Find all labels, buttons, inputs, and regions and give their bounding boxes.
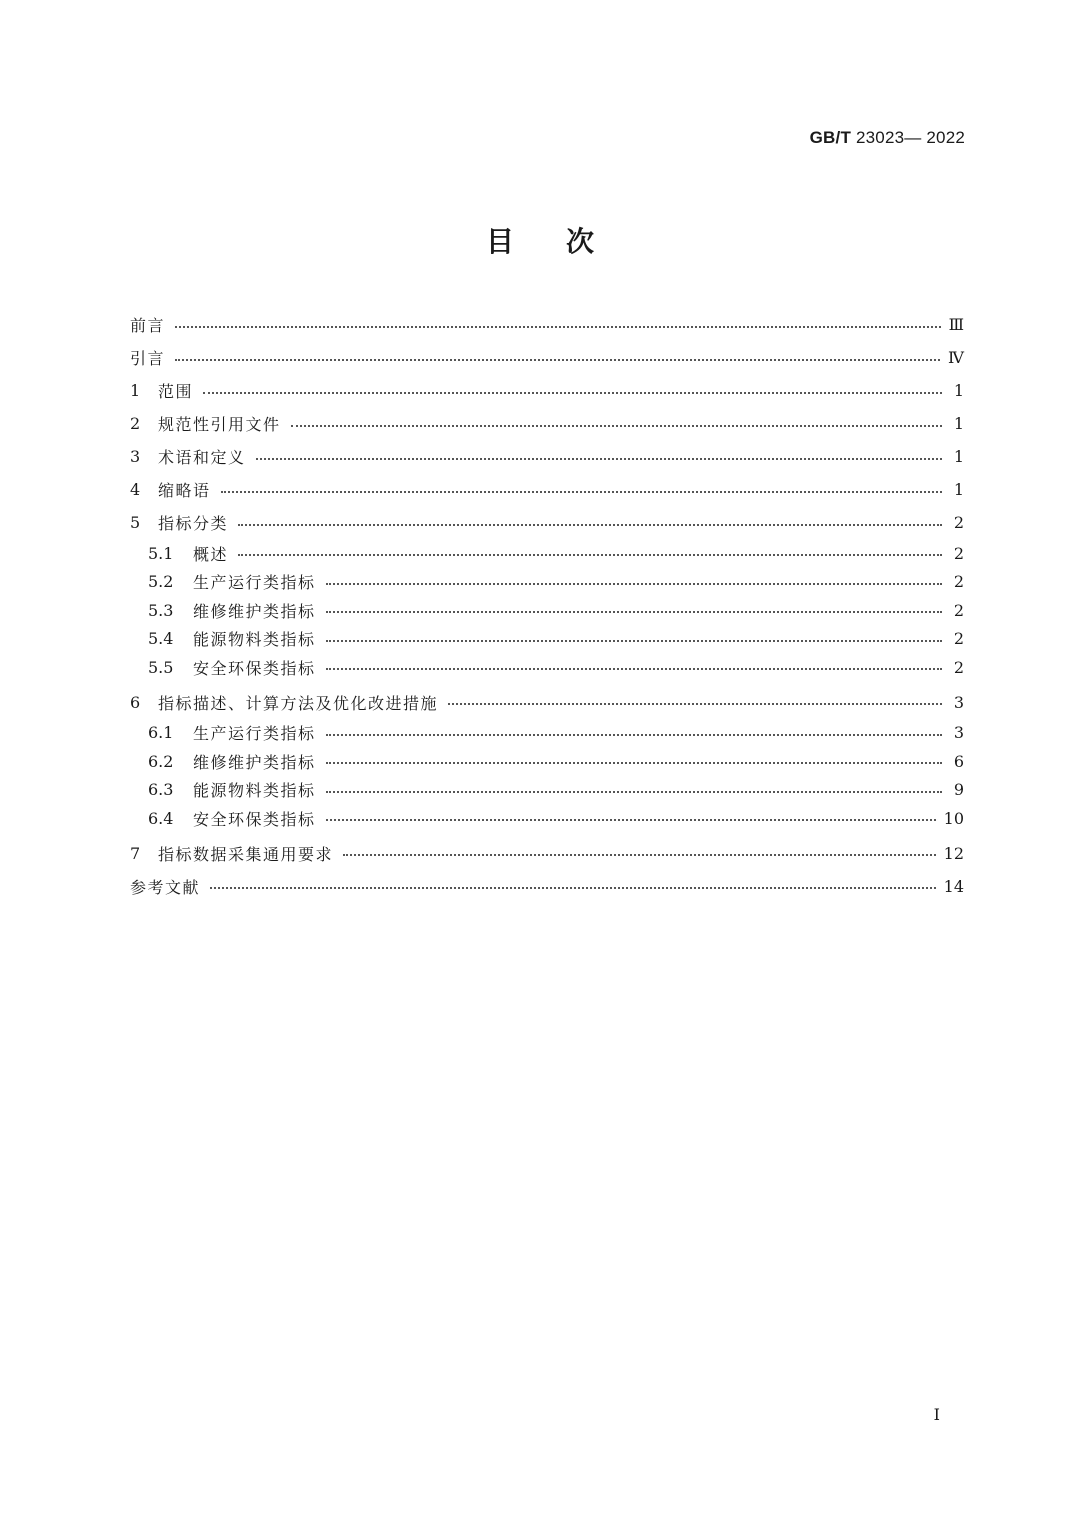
toc-subentry[interactable] bbox=[130, 804, 964, 833]
toc-entry-page: 2 bbox=[953, 513, 964, 532]
toc-entry[interactable] bbox=[130, 407, 964, 440]
toc-dot-leader bbox=[326, 734, 942, 736]
toc-entry-number: 6.4 bbox=[148, 808, 174, 828]
toc-entry-title: 生产运行类指标 bbox=[193, 573, 316, 593]
toc-entry-title: 安全环保类指标 bbox=[193, 809, 316, 829]
toc-entry-title: 术语和定义 bbox=[158, 448, 246, 467]
toc-entry-title: 指标分类 bbox=[158, 514, 229, 533]
toc-dot-leader bbox=[326, 791, 942, 793]
toc-entry-page: 14 bbox=[943, 876, 964, 896]
toc-entry-page: 3 bbox=[953, 723, 964, 743]
toc-entry-page: 1 bbox=[953, 381, 964, 400]
toc-subentry[interactable] bbox=[130, 596, 964, 625]
toc-dot-leader bbox=[256, 458, 942, 460]
page-number: I bbox=[933, 1405, 940, 1424]
toc-entry-page: 2 bbox=[953, 629, 964, 649]
toc-subentry[interactable] bbox=[130, 653, 964, 682]
toc-entry-page: 2 bbox=[953, 572, 964, 592]
toc-dot-leader bbox=[203, 392, 942, 394]
toc-dot-leader bbox=[326, 819, 936, 821]
toc-entry-title: 指标数据采集通用要求 bbox=[158, 844, 334, 864]
toc-subentry[interactable] bbox=[130, 719, 964, 748]
toc-entry-page: Ⅲ bbox=[948, 315, 964, 334]
standard-number: 23023— 2022 bbox=[855, 128, 965, 147]
toc-entry-page: 6 bbox=[953, 751, 964, 771]
toc-entry-page: 9 bbox=[953, 780, 964, 800]
toc-subentry[interactable] bbox=[130, 539, 964, 568]
toc-entry[interactable] bbox=[130, 837, 964, 870]
toc-entry-number: 2 bbox=[130, 414, 141, 433]
toc-entry[interactable] bbox=[130, 440, 964, 473]
toc-entry-number: 6.1 bbox=[148, 723, 174, 743]
toc-entry-number: 5.5 bbox=[148, 657, 174, 677]
toc-entry-number: 3 bbox=[130, 447, 141, 466]
toc-dot-leader bbox=[326, 640, 942, 642]
toc-entry[interactable] bbox=[130, 374, 964, 407]
toc-entry-title: 指标描述、计算方法及优化改进措施 bbox=[158, 693, 439, 713]
toc-entry-title: 参考文献 bbox=[130, 877, 201, 897]
toc-entry-number: 6.2 bbox=[148, 751, 174, 771]
toc-entry[interactable] bbox=[130, 686, 964, 719]
toc-entry[interactable] bbox=[130, 308, 964, 341]
toc-entry-page: 1 bbox=[953, 414, 964, 433]
toc-entry-page: 1 bbox=[953, 480, 964, 499]
toc-subentry[interactable] bbox=[130, 747, 964, 776]
toc-subentry[interactable] bbox=[130, 776, 964, 805]
toc-entry-number: 7 bbox=[130, 843, 141, 863]
toc-entry-page: 10 bbox=[943, 808, 964, 828]
toc-dot-leader bbox=[238, 524, 942, 526]
toc-entry[interactable] bbox=[130, 473, 964, 506]
toc-dot-leader bbox=[326, 762, 942, 764]
toc-entry-title: 能源物料类指标 bbox=[193, 630, 316, 650]
toc-entry-title: 前言 bbox=[130, 316, 166, 335]
toc-dot-leader bbox=[175, 326, 941, 328]
toc-dot-leader bbox=[238, 554, 942, 556]
toc-entry[interactable] bbox=[130, 870, 964, 903]
toc-entry-number: 5 bbox=[130, 513, 141, 532]
toc-dot-leader bbox=[326, 583, 942, 585]
toc-entry-title: 维修维护类指标 bbox=[193, 601, 316, 621]
toc-dot-leader bbox=[326, 668, 942, 670]
toc-entry-number: 5.2 bbox=[148, 572, 174, 592]
toc-entry-number: 5.4 bbox=[148, 629, 174, 649]
toc-subentry[interactable] bbox=[130, 568, 964, 597]
toc-entry-number: 5.3 bbox=[148, 600, 174, 620]
standard-prefix: GB/T bbox=[809, 128, 852, 147]
toc-entry-title: 规范性引用文件 bbox=[158, 415, 281, 434]
toc-entry-number: 4 bbox=[130, 480, 141, 499]
toc-dot-leader bbox=[210, 887, 936, 889]
toc-entry-title: 安全环保类指标 bbox=[193, 658, 316, 678]
toc-entry[interactable] bbox=[130, 341, 964, 374]
toc-dot-leader bbox=[326, 611, 942, 613]
toc-entry-title: 生产运行类指标 bbox=[193, 724, 316, 744]
toc-entry-number: 6.3 bbox=[148, 780, 174, 800]
toc-entry-number: 6 bbox=[130, 692, 141, 712]
toc-entry-page: 2 bbox=[953, 657, 964, 677]
toc-entry[interactable] bbox=[130, 506, 964, 539]
toc-dot-leader bbox=[291, 425, 942, 427]
toc-entry-page: 3 bbox=[953, 692, 964, 712]
toc-entry-page: Ⅳ bbox=[948, 348, 964, 367]
toc-entry-page: 2 bbox=[953, 543, 964, 563]
toc-dot-leader bbox=[448, 703, 942, 705]
page-title: 目次 bbox=[485, 225, 646, 258]
toc-entry-title: 缩略语 bbox=[158, 481, 211, 500]
toc-entry-title: 能源物料类指标 bbox=[193, 781, 316, 801]
standard-code bbox=[810, 128, 965, 148]
toc-entry-title: 范围 bbox=[158, 382, 194, 401]
toc-entry-page: 12 bbox=[943, 843, 964, 863]
toc-entry-page: 1 bbox=[953, 447, 964, 466]
toc-dot-leader bbox=[221, 491, 942, 493]
toc-dot-leader bbox=[175, 359, 940, 361]
toc-entry-title: 引言 bbox=[130, 349, 166, 368]
toc-entry-title: 维修维护类指标 bbox=[193, 752, 316, 772]
toc-entry-number: 1 bbox=[130, 381, 141, 400]
toc-entry-page: 2 bbox=[953, 600, 964, 620]
toc-entry-number: 5.1 bbox=[148, 543, 174, 563]
toc-entry-title: 概述 bbox=[193, 544, 229, 564]
table-of-contents bbox=[130, 308, 964, 903]
toc-subentry[interactable] bbox=[130, 625, 964, 654]
toc-dot-leader bbox=[343, 854, 936, 856]
